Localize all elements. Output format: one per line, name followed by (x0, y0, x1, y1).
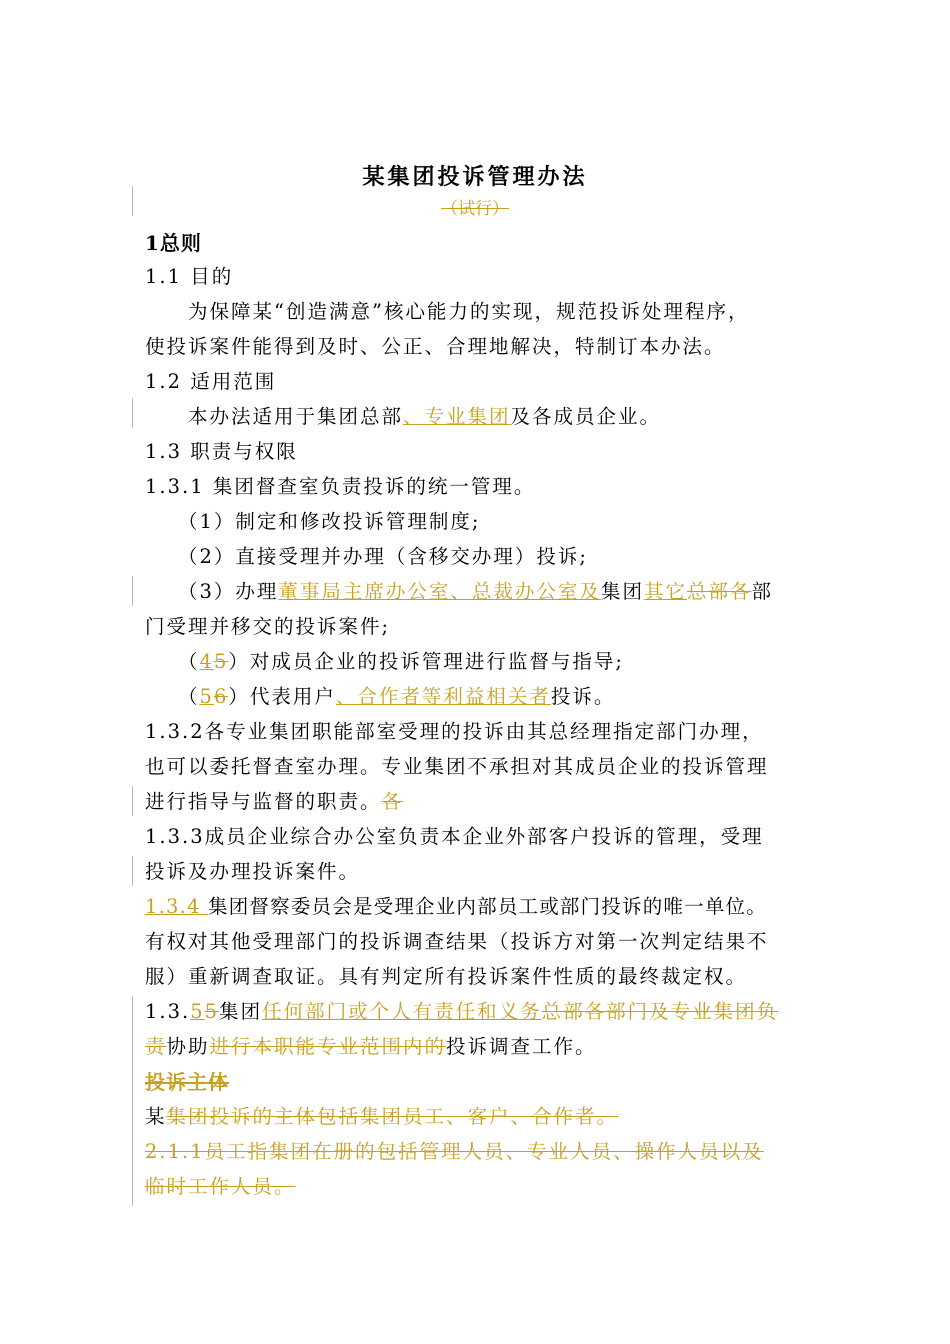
inserted-text: 董事局主席办公室、总裁办公室及 (278, 580, 601, 603)
change-bar (132, 996, 133, 1206)
text: 投诉。 (550, 685, 616, 708)
inserted-text: 、专业集团 (403, 405, 511, 428)
section-heading: 1.2 适用范围 (145, 370, 277, 393)
deleted-text: 总部各部门及专业集团负 (541, 1000, 779, 1023)
list-item: （1）制定和修改投诉管理制度; (178, 510, 481, 533)
deleted-text: 进行本职能专业范围内的 (209, 1035, 447, 1058)
deleted-text: 集团投诉的主体包括集团员工、客户、合作者。 (166, 1105, 619, 1128)
text: 及各成员企业。 (510, 405, 662, 428)
list-item: （2）直接受理并办理（含移交办理）投诉; (178, 545, 588, 568)
paragraph: 1.3.1 集团督查室负责投诉的统一管理。 (145, 475, 536, 498)
deleted-text: 投诉主体 (145, 1070, 229, 1094)
deleted-text: 6 (213, 685, 229, 708)
paragraph (145, 789, 403, 815)
inserted-text: 4 (199, 650, 214, 673)
list-item (178, 579, 773, 605)
paragraph: 1.3.3成员企业综合办公室负责本企业外部客户投诉的管理，受理 (145, 825, 764, 848)
inserted-text: 、合作者等利益相关者 (335, 685, 551, 708)
paragraph: 也可以委托督查室办理。专业集团不承担对其成员企业的投诉管理 (145, 755, 769, 778)
change-bar (132, 398, 133, 428)
paragraph: 1.3.2各专业集团职能部室受理的投诉由其总经理指定部门办理， (145, 720, 764, 743)
list-item (178, 684, 615, 710)
section-heading: 1.1 目的 (145, 265, 234, 288)
inserted-text: 5 (190, 1000, 205, 1023)
text: 协助 (166, 1035, 210, 1058)
text: ）对成员企业的投诉管理进行监督与指导; (228, 650, 624, 673)
list-item-continued: 门受理并移交的投诉案件; (145, 615, 391, 638)
section-heading: 1总则 (145, 231, 202, 255)
text: 集团 (600, 580, 644, 603)
paragraph (145, 1174, 296, 1200)
section-heading (145, 1069, 229, 1095)
paragraph (145, 999, 778, 1025)
deleted-text: 责 (145, 1035, 167, 1058)
text: 投诉调查工作。 (446, 1035, 597, 1058)
section-heading: 1.3 职责与权限 (145, 440, 298, 463)
text: （ (178, 650, 200, 673)
deleted-text: 总部各 (686, 580, 752, 603)
paragraph: 服）重新调查取证。具有判定所有投诉案件性质的最终裁定权。 (145, 965, 748, 988)
text: 集团督察委员会是受理企业内部员工或部门投诉的唯一单位。 (208, 895, 767, 918)
text: 本办法适用于集团总部 (188, 405, 404, 428)
inserted-text: 任何部门或个人有责任和义务 (262, 1000, 542, 1023)
change-bar (132, 576, 133, 606)
deleted-text: 5 (204, 1000, 220, 1023)
inserted-text: 5 (199, 685, 214, 708)
paragraph (145, 1139, 764, 1165)
deleted-text: 各 (381, 790, 404, 813)
paragraph: 投诉及办理投诉案件。 (145, 860, 361, 883)
change-bar (132, 856, 133, 886)
paragraph: 为保障某“创造满意”核心能力的实现，规范投诉处理程序， (188, 300, 750, 323)
paragraph (188, 404, 661, 430)
paragraph: 有权对其他受理部门的投诉调查结果（投诉方对第一次判定结果不 (145, 930, 769, 953)
deleted-text: 5 (213, 650, 229, 673)
paragraph (145, 1034, 597, 1060)
paragraph (145, 1104, 618, 1130)
inserted-text: 其它 (643, 580, 687, 603)
page-title: 某集团投诉管理办法 (362, 164, 588, 190)
text: 集团 (219, 1000, 263, 1023)
text: 部 (751, 580, 773, 603)
subtitle-deleted: （试行） (441, 199, 509, 219)
text: 某 (145, 1105, 167, 1128)
list-item (178, 649, 624, 675)
text: （ (178, 685, 200, 708)
text: ）代表用户 (228, 685, 336, 708)
inserted-text: 1.3.4 (145, 895, 209, 918)
text: 1.3. (145, 1000, 191, 1023)
text: 进行指导与监督的职责。 (145, 790, 382, 813)
text: （3）办理 (178, 580, 279, 603)
paragraph: 使投诉案件能得到及时、公正、合理地解决，特制订本办法。 (145, 335, 726, 358)
change-bar (132, 786, 133, 816)
deleted-text: 临时工作人员。 (145, 1175, 296, 1198)
paragraph (145, 894, 767, 920)
deleted-text: 2.1.1员工指集团在册的包括管理人员、专业人员、操作人员以及 (145, 1140, 764, 1163)
